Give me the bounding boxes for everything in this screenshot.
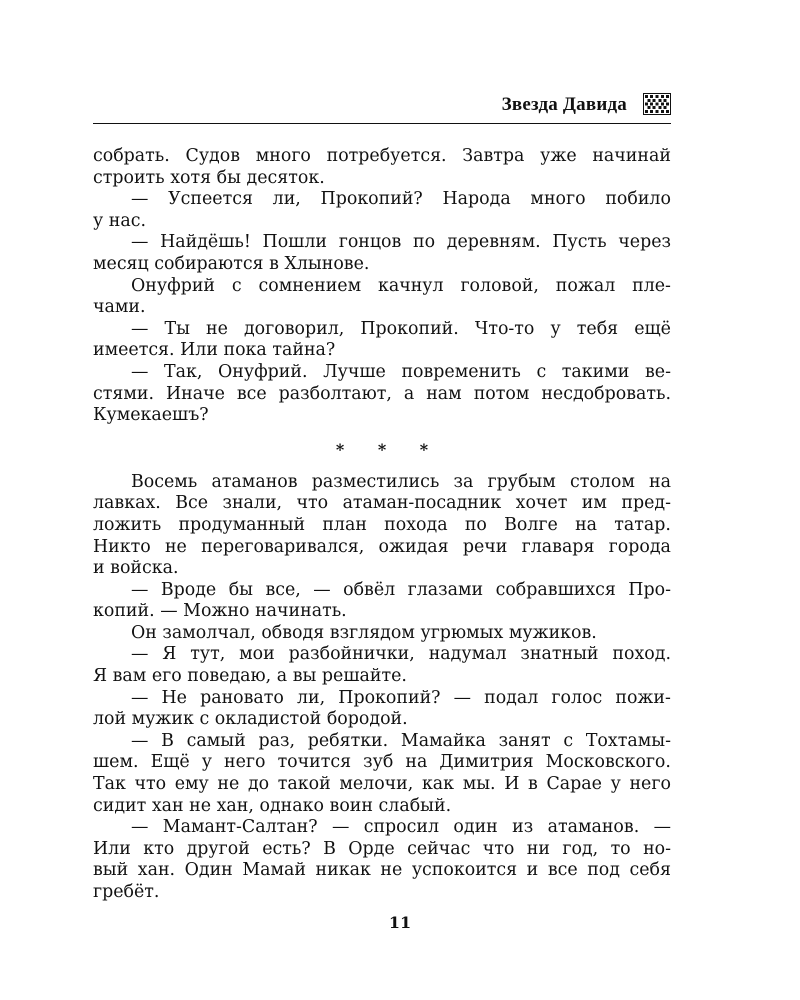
text-line: собрать. Судов много потребуется. Завтра уже начинай: [93, 146, 671, 166]
text-line: Я вам его поведаю, а вы решайте.: [93, 666, 407, 687]
text-line: Или кто другой есть? В Орде сейчас что ни год, то но-: [93, 838, 671, 859]
text-line: Онуфрий с сомнением качнул головой, пожал пле-: [131, 275, 671, 296]
text-line: шем. Ещё у него точится зуб на Димитрия Московского.: [93, 752, 671, 773]
text-line: — Ты не договорил, Прокопий. Что-то у тебя ещё: [131, 318, 671, 339]
text-line: у нас.: [93, 210, 147, 231]
text-line: Так что ему не до такой мелочи, как мы. И в Сарае у него: [93, 774, 671, 795]
paragraph: [93, 276, 671, 319]
header-rule: [93, 123, 671, 124]
running-header: [93, 88, 671, 124]
paragraph: [93, 580, 671, 623]
paragraph: [93, 644, 671, 687]
text-line: строить хотя бы десяток.: [93, 167, 325, 188]
ornamental-square-icon: [643, 93, 671, 115]
paragraph: [93, 472, 671, 580]
text-line: лой мужик с окладистой бородой.: [93, 709, 408, 730]
text-line: лавках. Все знали, что атаман-посадник хочет им пред-: [93, 493, 671, 514]
text-before-break: [93, 146, 671, 427]
paragraph: [93, 362, 671, 427]
text-line: копий. — Можно начинать.: [93, 601, 347, 622]
paragraph: [93, 817, 671, 903]
text-line: стями. Иначе все разболтают, а нам потом несдобровать.: [93, 383, 671, 404]
text-line: — Вроде бы все, — обвёл глазами собравшихся Про-: [131, 579, 671, 600]
text-line: — Найдёшь! Пошли гонцов по деревням. Пусть через: [131, 232, 671, 253]
paragraph: [93, 146, 671, 189]
paragraph: [93, 319, 671, 362]
text-line: вый хан. Один Мамай никак не успокоится и все под себя: [93, 860, 671, 881]
section-break: * * *: [335, 440, 443, 460]
text-line: Никто не переговаривался, ожидая речи главаря города: [93, 536, 671, 557]
text-line: месяц собираются в Хлынове.: [93, 253, 370, 274]
text-line: — Мамант-Салтан? — спросил один из атаманов. —: [131, 817, 671, 838]
text-line: — Не рановато ли, Прокопий? — подал голос пожи-: [131, 687, 671, 708]
text-line: — Так, Онуфрий. Лучше повременить с такими ве-: [131, 361, 671, 382]
paragraph: [93, 189, 671, 232]
text-line: Кумекаешъ?: [93, 405, 209, 426]
paragraph: [93, 731, 671, 817]
paragraph: [93, 232, 671, 275]
page-body: [93, 146, 671, 904]
text-line: имеется. Или пока тайна?: [93, 340, 336, 361]
text-line: — Успеется ли, Прокопий? Народа много побило: [131, 189, 671, 210]
page-number: 11: [388, 913, 412, 932]
text-line: и войска.: [93, 558, 179, 579]
text-after-break: [93, 472, 671, 904]
paragraph: [93, 623, 671, 645]
text-line: сидит хан не хан, однако воин слабый.: [93, 795, 452, 816]
running-header-title: Звезда Давида: [501, 94, 627, 115]
text-line: — В самый раз, ребятки. Мамайка занят с Тохтамы-: [131, 730, 671, 751]
paragraph: [93, 688, 671, 731]
text-line: — Я тут, мои разбойнички, надумал знатный поход.: [131, 644, 671, 665]
text-line: чами.: [93, 297, 146, 318]
text-line: ложить продуманный план похода по Волге на татар.: [93, 514, 671, 535]
text-line: гребёт.: [93, 882, 160, 902]
text-line: Он замолчал, обводя взглядом угрюмых мужиков.: [131, 622, 597, 643]
text-line: Восемь атаманов разместились за грубым столом на: [131, 471, 671, 492]
